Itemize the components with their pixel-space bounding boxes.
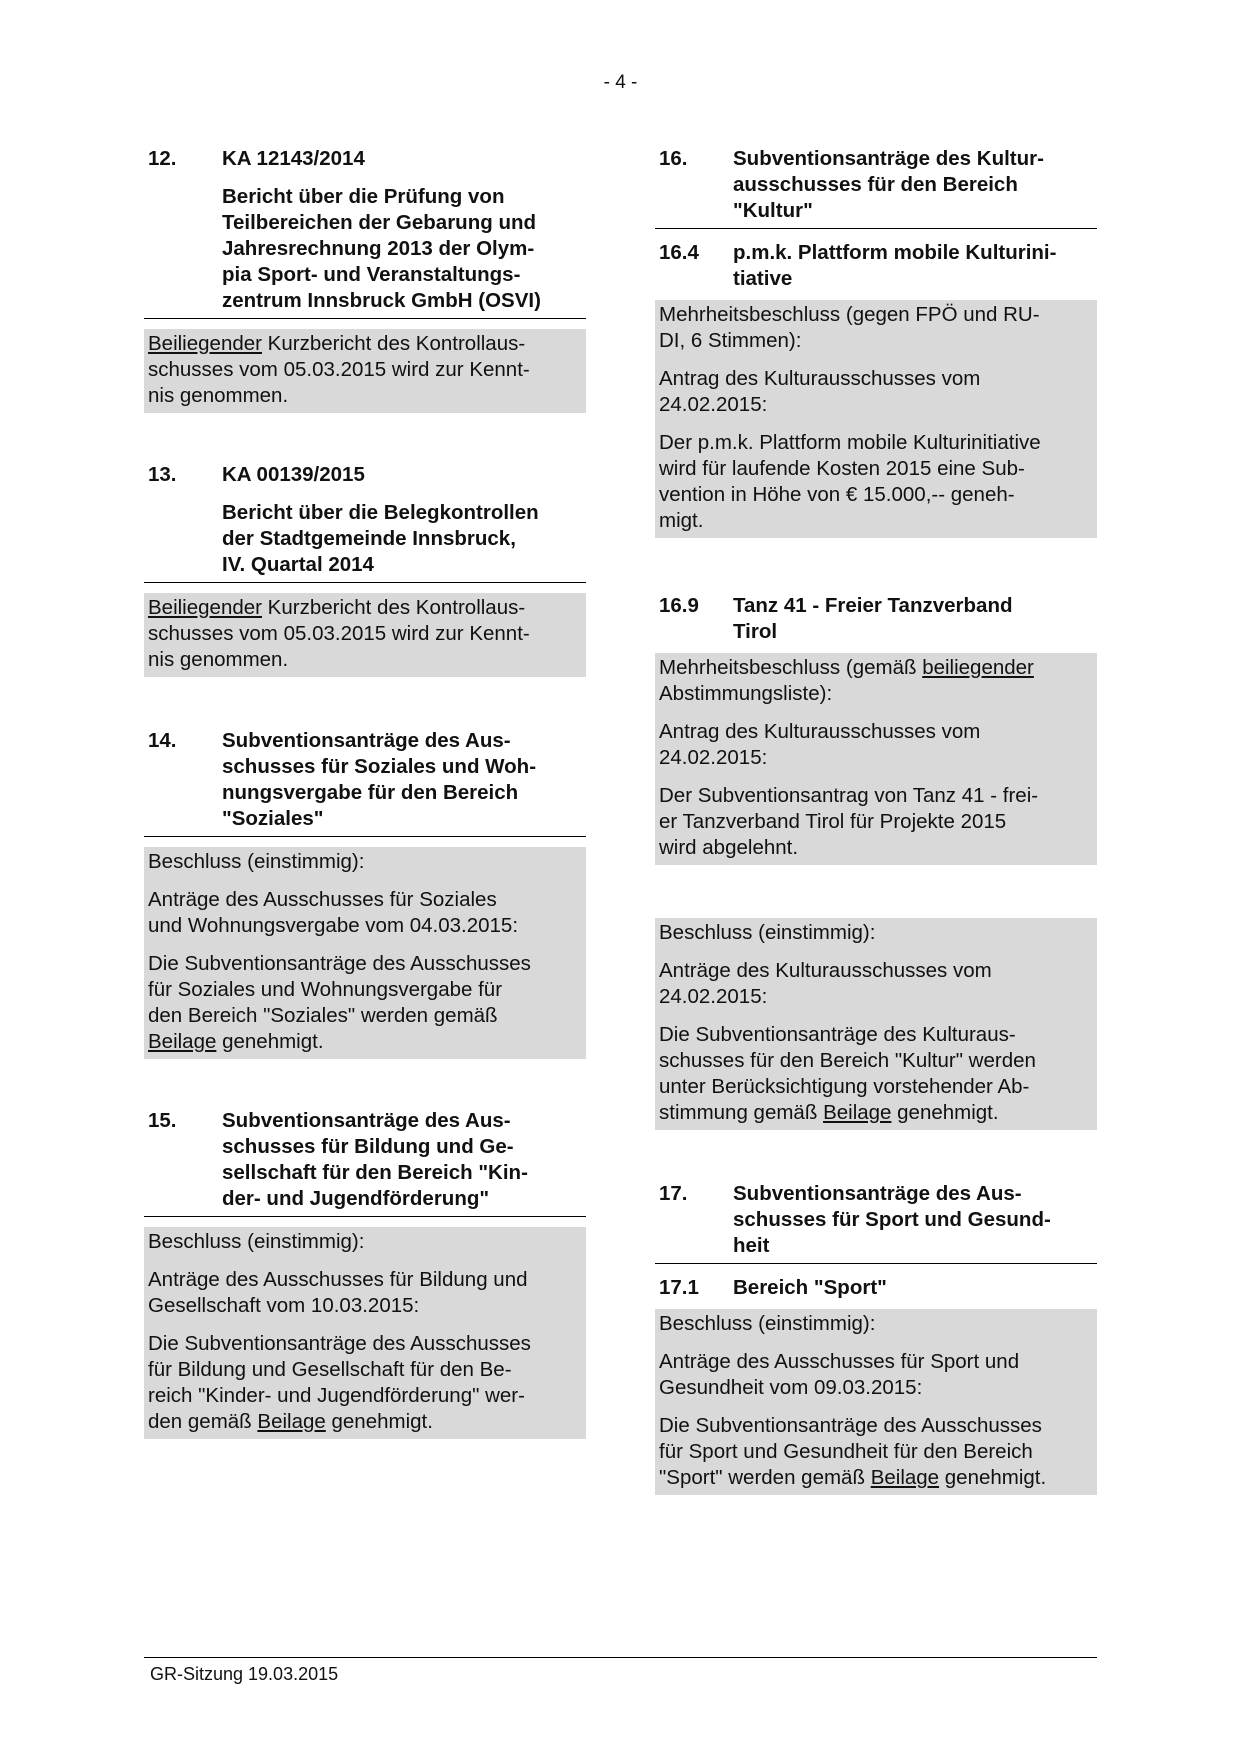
item-number: 17. <box>659 1182 688 1205</box>
resolution-box: Beiliegender Kurzbericht des Kontrollaus- schusses vom 05.03.2015 wird zur Kennt- nis genommen. <box>144 329 586 413</box>
item-code: KA 00139/2015 <box>222 463 365 486</box>
agenda-item-17 <box>655 1181 1097 1264</box>
footer-text: GR-Sitzung 19.03.2015 <box>150 1664 339 1684</box>
resolution-box: Mehrheitsbeschluss (gemäß beiliegender Abstimmungsliste): Antrag des Kulturausschusses vom 24.02.2015: Der Subventionsantrag von Tanz 41 - frei- er Tanzverband Tirol für Projekte 2015 wird abgelehnt. <box>655 653 1097 865</box>
footer-divider <box>144 1657 1097 1658</box>
agenda-item-16-4 <box>655 240 1097 538</box>
item-title: Subventionsanträge des Kultur- ausschusses für den Bereich "Kultur" <box>733 147 1044 222</box>
item-code: KA 12143/2014 <box>222 147 365 170</box>
item-title: Bericht über die Belegkontrollen der Stadtgemeinde Innsbruck, IV. Quartal 2014 <box>222 501 539 576</box>
item-title: Bericht über die Prüfung von Teilbereichen der Gebarung und Jahresrechnung 2013 der Olym- pia Sport- und Veranstaltungs- zentrum Innsbruck GmbH (OSVI) <box>222 185 541 312</box>
item-title: Subventionsanträge des Aus- schusses für Sport und Gesund- heit <box>733 1182 1051 1257</box>
agenda-item-14 <box>144 728 586 1059</box>
item-number: 16. <box>659 147 688 170</box>
resolution-box: Beschluss (einstimmig): Anträge des Ausschusses für Sport und Gesundheit vom 09.03.2015: Die Subventionsanträge des Ausschusses für Sport und Gesundheit für den Bereich "Sport" werden gemäß Beilage genehmigt. <box>655 1309 1097 1495</box>
resolution-box: Beschluss (einstimmig): Anträge des Kulturausschusses vom 24.02.2015: Die Subventionsanträge des Kulturaus- schusses für den Bereich "Kultur" werden unter Berücksichtigung vorstehender Ab- stimmung gemäß Beilage genehmigt. <box>655 918 1097 1130</box>
agenda-item-16-summary <box>655 918 1097 1130</box>
agenda-item-13 <box>144 462 586 677</box>
item-title: p.m.k. Plattform mobile Kulturini- tiative <box>733 241 1057 290</box>
item-number: 14. <box>148 729 177 752</box>
item-title: Subventionsanträge des Aus- schusses für Bildung und Ge- sellschaft für den Bereich "Kin- der- und Jugendförderung" <box>222 1109 528 1210</box>
item-number: 16.4 <box>659 241 699 264</box>
item-number: 12. <box>148 147 177 170</box>
resolution-box: Beschluss (einstimmig): Anträge des Ausschusses für Soziales und Wohnungsvergabe vom 04.03.2015: Die Subventionsanträge des Ausschusses für Soziales und Wohnungsvergabe für den Bereich "Soziales" werden gemäß Beilage genehmigt. <box>144 847 586 1059</box>
item-number: 13. <box>148 463 177 486</box>
item-number: 17.1 <box>659 1276 699 1299</box>
agenda-item-16-9 <box>655 593 1097 865</box>
agenda-item-15 <box>144 1108 586 1439</box>
agenda-item-12 <box>144 146 586 413</box>
resolution-box: Beschluss (einstimmig): Anträge des Ausschusses für Bildung und Gesellschaft vom 10.03.2015: Die Subventionsanträge des Ausschusses für Bildung und Gesellschaft für den Be- reich "Kinder- und Jugendförderung" wer- den gemäß Beilage genehmigt. <box>144 1227 586 1439</box>
item-title: Subventionsanträge des Aus- schusses für Soziales und Woh- nungsvergabe für den Bereich "Soziales" <box>222 729 537 830</box>
item-number: 15. <box>148 1109 177 1132</box>
page-number: - 4 - <box>603 72 638 93</box>
item-title: Bereich "Sport" <box>733 1276 887 1299</box>
item-number: 16.9 <box>659 594 699 617</box>
agenda-item-16 <box>655 146 1097 229</box>
item-title: Tanz 41 - Freier Tanzverband Tirol <box>733 594 1013 643</box>
resolution-box: Mehrheitsbeschluss (gegen FPÖ und RU- DI, 6 Stimmen): Antrag des Kulturausschusses vom 24.02.2015: Der p.m.k. Plattform mobile Kulturinitiative wird für laufende Kosten 2015 eine Sub- vention in Höhe von € 15.000,-- geneh- migt. <box>655 300 1097 538</box>
resolution-box: Beiliegender Kurzbericht des Kontrollaus- schusses vom 05.03.2015 wird zur Kennt- nis genommen. <box>144 593 586 677</box>
agenda-item-17-1 <box>655 1275 1097 1495</box>
